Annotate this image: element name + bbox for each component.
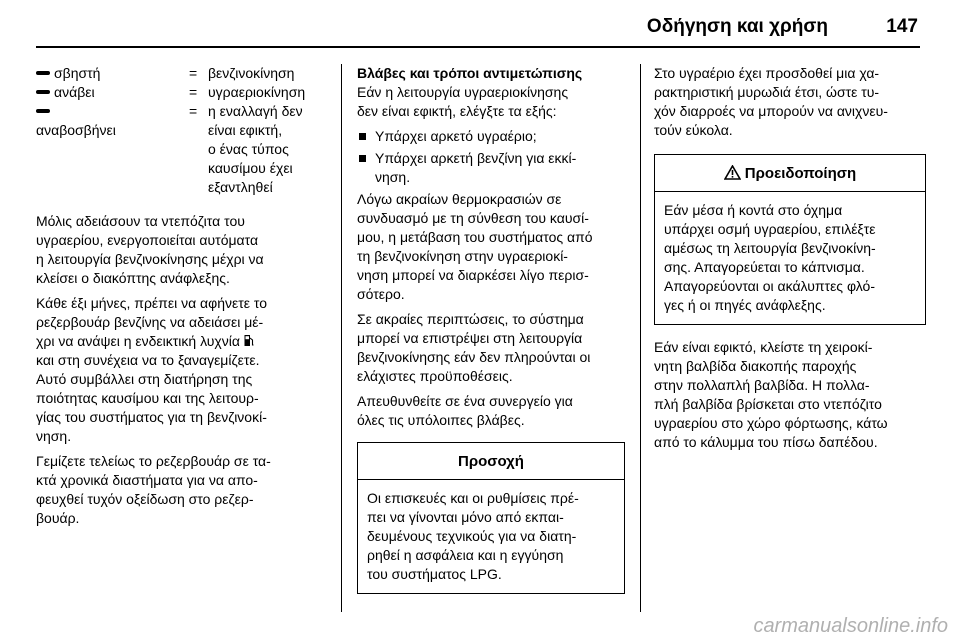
warning-triangle-icon bbox=[724, 165, 741, 180]
paragraph: Εάν είναι εφικτό, κλείστε τη χειροκί- νητη βαλβίδα διακοπής παροχής στην πολλαπλή βαλβίδα. Η πολλα- πλή βαλβίδα βρίσκεται στο ντεπόζιτο υγραερίου στο χώρο φόρτωσης, κάτω από το κάλυμμα του πίσω δαπέδου. bbox=[654, 339, 888, 450]
mode-state: αναβοσβήνει bbox=[36, 122, 116, 138]
watermark: carmanualsonline.info bbox=[753, 615, 948, 637]
paragraph: Σε ακραίες περιπτώσεις, το σύστημα μπορεί να επιστρέψει στη λειτουργία βενζινοκίνησης εάν δεν πληρούνται οι ελάχιστες προϋποθέσεις. bbox=[357, 311, 591, 384]
modes-row bbox=[36, 83, 328, 102]
paragraph: Κάθε έξι μήνες, πρέπει να αφήνετε το ρεζερβουάρ βενζίνης να αδειάσει μέ- χρι να ανάψει η ενδεικτική λυχνία και στη συνέχεια να το ξαναγεμίζετε. Αυτό συμβάλλει στη διατήρηση της ποιότητας καυσίμου και της λειτουρ- γίας του συστήματος για τη βενζινοκί- νηση. bbox=[36, 295, 268, 444]
paragraph: Στο υγραέριο έχει προσδοθεί μια χα- ρακτηριστική μυρωδιά έτσι, ώστε τυ- χόν διαρροές να μπορούν να ανιχνευ- τούν εύκολα. bbox=[654, 65, 888, 138]
modes-table bbox=[36, 64, 328, 197]
text-line: η εναλλαγή δεν bbox=[208, 103, 303, 119]
column-1 bbox=[36, 64, 328, 534]
text-line: καυσίμου έχει bbox=[208, 160, 293, 176]
mode-meaning: βενζινοκίνηση bbox=[208, 65, 295, 81]
column-divider bbox=[341, 64, 342, 612]
section-heading: Βλάβες και τρόποι αντιμετώπισης bbox=[357, 65, 583, 81]
mode-state: ανάβει bbox=[54, 84, 95, 100]
warning-title: Προειδοποίηση bbox=[744, 165, 857, 182]
paragraph: Γεμίζετε τελείως το ρεζερβουάρ σε τα- κτά χρονικά διαστήματα για να απο- φευχθεί τυχόν οξείδωση στο ρεζερ- βουάρ. bbox=[36, 453, 271, 526]
paragraph: Απευθυνθείτε σε ένα συνεργείο για όλες τις υπόλοιπες βλάβες. bbox=[357, 393, 573, 428]
page-title: Οδήγηση και χρήση bbox=[646, 16, 828, 37]
list-item: Υπάρχει αρκετή βενζίνη για εκκί- νηση. bbox=[357, 149, 625, 187]
modes-row bbox=[36, 64, 328, 83]
equals-sign: = bbox=[189, 84, 198, 100]
bullet-icon bbox=[359, 155, 366, 162]
text-line: εξαντληθεί bbox=[208, 179, 273, 195]
text-line: είναι εφικτή, bbox=[208, 122, 283, 138]
caution-title: Προσοχή bbox=[358, 443, 624, 480]
equals-sign: = bbox=[189, 103, 198, 119]
warning-box bbox=[654, 154, 926, 325]
warning-text: Εάν μέσα ή κοντά στο όχημα υπάρχει οσμή υγραερίου, επιλέξτε αμέσως τη λειτουργία βενζινοκίνη- σης. Απαγορεύεται το κάπνισμα. Απαγορεύονται οι ακάλυπτες φλό- γες ή οι πηγές ανάφλεξης. bbox=[664, 202, 876, 313]
header-divider bbox=[36, 46, 920, 48]
dash-icon bbox=[36, 109, 50, 113]
paragraph: Εάν η λειτουργία υγραεριοκίνησης δεν είναι εφικτή, ελέγξτε τα εξής: bbox=[357, 84, 569, 119]
mode-meaning bbox=[208, 102, 328, 197]
mode-meaning: υγραεριοκίνηση bbox=[208, 84, 306, 100]
bullet-icon bbox=[359, 133, 366, 140]
caution-text: Οι επισκευές και οι ρυθμίσεις πρέ- πει να γίνονται μόνο από εκπαι- δευμένους τεχνικούς για να διατη- ρηθεί η ασφάλεια και η εγγύηση του συστήματος LPG. bbox=[367, 490, 579, 582]
paragraph: Λόγω ακραίων θερμοκρασιών σε συνδυασμό με τη σύνθεση του καυσί- μου, η μετάβαση του συστήματος από τη βενζινοκίνηση στην υγραεριοκί- νηση μπορεί να διαρκέσει λίγο περισ- σότερο. bbox=[357, 191, 593, 302]
list-item: Υπάρχει αρκετό υγραέριο; bbox=[357, 127, 625, 146]
dash-icon bbox=[36, 71, 50, 75]
page-number: 147 bbox=[886, 16, 918, 37]
caution-box bbox=[357, 442, 625, 594]
paragraph: Μόλις αδειάσουν τα ντεπόζιτα του υγραερίου, ενεργοποιείται αυτόματα η λειτουργία βενζινοκίνησης μέχρι να κλείσει ο διακόπτης ανάφλεξης. bbox=[36, 213, 264, 286]
text-line: ο ένας τύπος bbox=[208, 141, 289, 157]
mode-state: σβηστή bbox=[54, 65, 101, 81]
dash-icon bbox=[36, 90, 50, 94]
fuel-pump-icon bbox=[244, 334, 254, 347]
modes-row bbox=[36, 102, 328, 197]
equals-sign: = bbox=[189, 65, 198, 81]
warning-title-row bbox=[655, 155, 925, 192]
column-2 bbox=[357, 64, 625, 594]
column-3 bbox=[654, 64, 926, 458]
column-divider bbox=[640, 64, 641, 612]
